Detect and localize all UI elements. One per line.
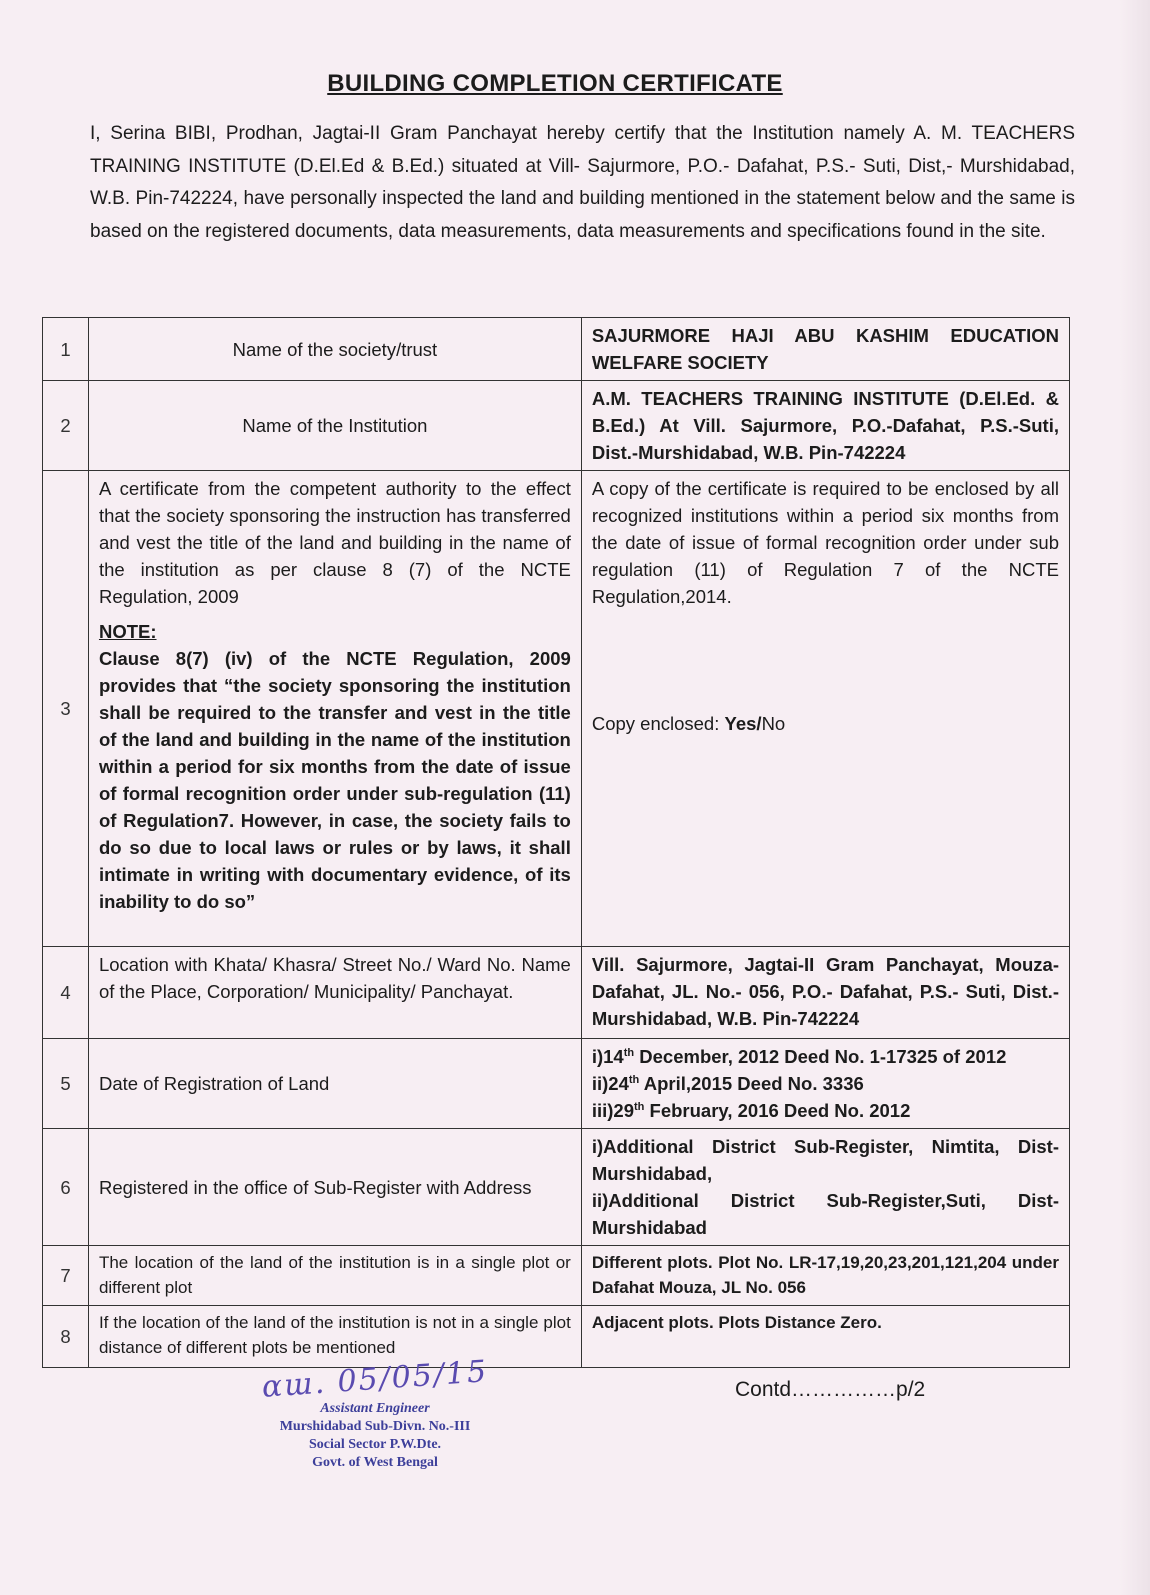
copy-enclosed-yes: Yes/ [724,713,762,734]
stamp-department: Social Sector P.W.Dte. [308,1437,442,1452]
row-number: 8 [43,1306,89,1368]
table-row [43,1306,1070,1368]
registry-office: ii)Additional District Sub-Register,Suti, Dist-Murshidabad [591,1190,1059,1238]
handwritten-signature: ɑɯ. 05/05/15 [260,1354,490,1405]
row-number: 5 [43,1039,89,1129]
table-row [43,318,1070,381]
note-heading: NOTE: [98,621,157,642]
row-label: Location with Khata/ Khasra/ Street No./ Ward No. Name of the Place, Corporation/ Municipality/ Panchayat. [88,947,581,1039]
copy-enclosed-label: Copy enclosed: [591,713,725,734]
details-table [42,317,1070,1368]
copy-enclosed-no: No [761,713,786,734]
table-row [43,1246,1070,1306]
continued-note: Contd……………p/2 [735,1378,926,1401]
registry-office: i)Additional District Sub-Register, Nimtita, Dist-Murshidabad, [591,1136,1059,1184]
stamp-office: Murshidabad Sub-Divn. No.-III [279,1419,471,1434]
certificate-requirement-text: A certificate from the competent authority to the effect that the society sponsoring the instruction has transferred and vest the title of the land and building in the name of the institution as per clause 8 (7) of the NCTE Regulation, 2009 [98,478,571,607]
signature-stamp [255,1354,495,1472]
row-value [581,1039,1069,1129]
registration-date: iii)29th February, 2016 Deed No. 2012 [591,1100,911,1121]
row-label: If the location of the land of the institution is not in a single plot distance of different plots be mentioned [88,1306,581,1368]
row-value: Adjacent plots. Plots Distance Zero. [581,1306,1069,1368]
row-number: 2 [43,381,89,471]
row-label [88,471,581,947]
registration-date: ii)24th April,2015 Deed No. 3336 [591,1073,864,1094]
table-row [43,947,1070,1039]
copy-requirement-text: A copy of the certificate is required to be enclosed by all recognized institutions within a period six months from the date of issue of formal recognition order under sub regulation (11) of Regulation 7 of the NCTE Regulation,2014. [591,478,1059,607]
document-title: BUILDING COMPLETION CERTIFICATE [327,70,783,97]
row-number: 6 [43,1129,89,1246]
registration-date: i)14th December, 2012 Deed No. 1-17325 of 2012 [591,1046,1007,1067]
row-label: Date of Registration of Land [88,1039,581,1129]
table-row [43,1129,1070,1246]
certification-statement: I, Serina BIBI, Prodhan, Jagtai-II Gram Panchayat hereby certify that the Institution namely A. M. TEACHERS TRAINING INSTITUTE (D.El.Ed & B.Ed.) situated at Vill- Sajurmore, P.O.- Dafahat, P.S.- Suti, Dist,- Murshidabad, W.B. Pin-742224, have personally inspected the land and building mentioned in the statement below and the same is based on the registered documents, data measurements, data measurements and specifications found in the site. [90,123,1075,242]
stamp-government: Govt. of West Bengal [312,1455,438,1470]
row-value: Vill. Sajurmore, Jagtai-II Gram Panchayat, Mouza- Dafahat, JL. No.- 056, P.O.- Dafahat, P.S.- Suti, Dist.- Murshidabad, W.B. Pin-742224 [581,947,1069,1039]
table-row [43,381,1070,471]
row-number: 3 [43,471,89,947]
row-label: Name of the Institution [88,381,581,471]
row-label: The location of the land of the institution is in a single plot or different plot [88,1246,581,1306]
copy-enclosed-line [592,710,1059,737]
page-edge [1120,0,1150,1595]
row-label: Name of the society/trust [88,318,581,381]
note-text: Clause 8(7) (iv) of the NCTE Regulation, 2009 provides that “the society sponsoring the institution shall be required to the transfer and vest in the title of the land and building in the name of the institution within a period for six months from the date of issue of formal recognition order under sub-regulation (11) of Regulation7. However, in case, the society fails to do so due to local laws or rules or by laws, it shall intimate in writing with documentary evidence, of its inability to do so” [98,648,571,912]
row-value: Different plots. Plot No. LR-17,19,20,23,201,121,204 under Dafahat Mouza, JL No. 056 [581,1246,1069,1306]
row-value [581,471,1069,947]
row-number: 4 [43,947,89,1039]
table-row [43,1039,1070,1129]
stamp-designation: Assistant Engineer [320,1401,430,1416]
row-value: A.M. TEACHERS TRAINING INSTITUTE (D.El.Ed. & B.Ed.) At Vill. Sajurmore, P.O.-Dafahat, P.S.-Suti, Dist.-Murshidabad, W.B. Pin-742224 [581,381,1069,471]
row-value [581,1129,1069,1246]
row-value: SAJURMORE HAJI ABU KASHIM EDUCATION WELFARE SOCIETY [581,318,1069,381]
table-row [43,471,1070,947]
row-number: 1 [43,318,89,381]
row-number: 7 [43,1246,89,1306]
row-label: Registered in the office of Sub-Register with Address [88,1129,581,1246]
